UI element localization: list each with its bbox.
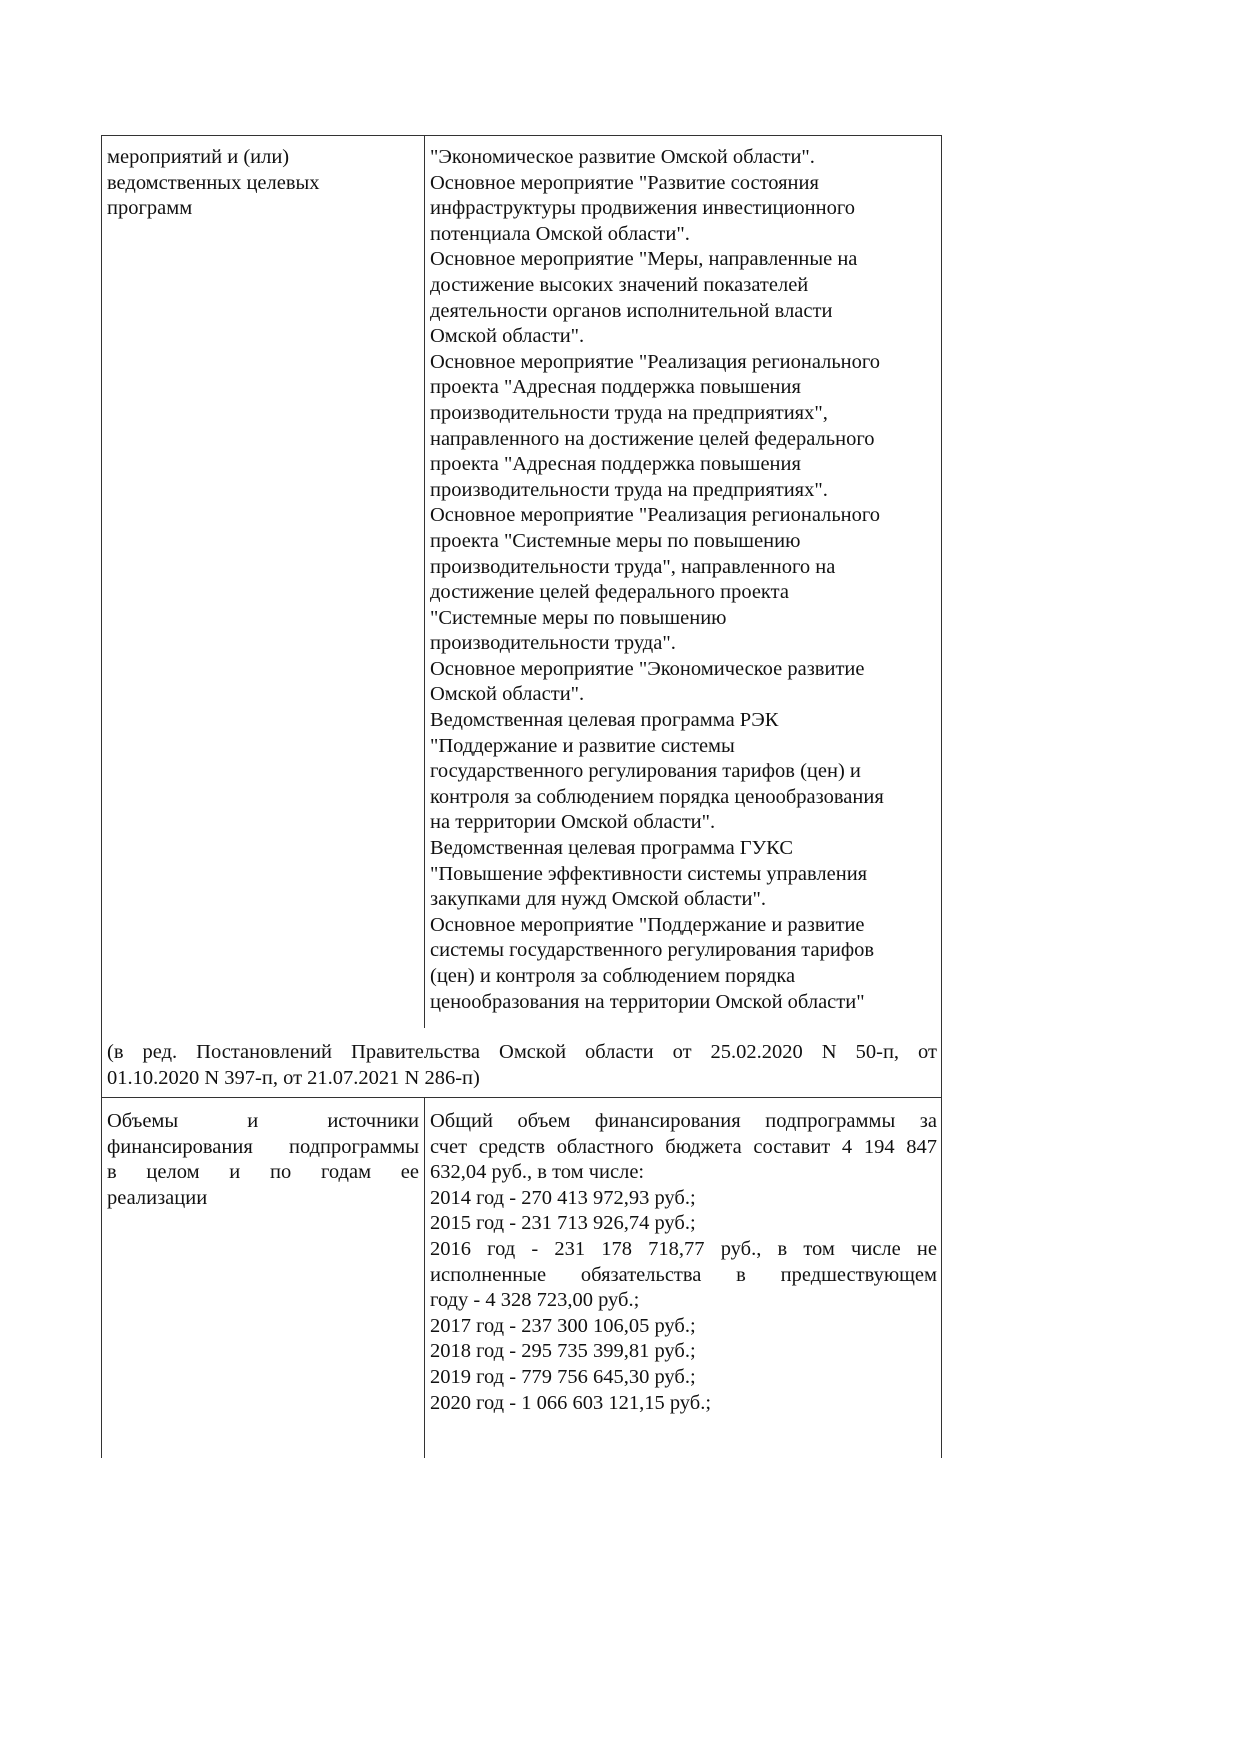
text-line: производительности труда на предприятиях",	[430, 401, 828, 424]
text-line: потенциала Омской области".	[430, 222, 690, 245]
text-line: (в ред. Постановлений Правительства Омской области от 25.02.2020 N 50-п, от	[107, 1041, 937, 1063]
text-line: государственного регулирования тарифов (цен) и	[430, 760, 861, 783]
column-divider-row2	[424, 1097, 425, 1458]
text-line: достижение целей федерального проекта	[430, 581, 789, 604]
text-line: контроля за соблюдением порядка ценообразования	[430, 785, 884, 808]
text-line: Общий объем финансирования подпрограммы за	[430, 1110, 937, 1132]
text-line: достижение высоких значений показателей	[430, 273, 809, 296]
text-line: реализации	[107, 1186, 208, 1209]
row1-left-cell	[107, 145, 419, 222]
text-line: "Повышение эффективности системы управления	[430, 862, 868, 885]
text-line: закупками для нужд Омской области".	[430, 888, 766, 911]
text-line: "Системные меры по повышению	[430, 606, 727, 629]
table-border-top	[101, 135, 942, 136]
text-line: 2017 год - 237 300 106,05 руб.;	[430, 1314, 696, 1337]
text-line: финансирования подпрограммы	[107, 1135, 419, 1158]
text-line: счет средств областного бюджета составит 4 194 847	[430, 1135, 937, 1158]
text-line: в целом и по годам ее	[107, 1161, 419, 1184]
text-line: направленного на достижение целей федерального	[430, 427, 875, 450]
amendment-note	[107, 1040, 937, 1091]
text-line: 2019 год - 779 756 645,30 руб.;	[430, 1365, 696, 1388]
text-line: исполненные обязательства в предшествующем	[430, 1263, 937, 1286]
text-line: Омской области".	[430, 325, 585, 348]
text-line: Основное мероприятие "Поддержание и развитие	[430, 913, 865, 936]
text-line: Омской области".	[430, 683, 585, 706]
text-line: году - 4 328 723,00 руб.;	[430, 1289, 640, 1312]
text-line: 2016 год - 231 178 718,77 руб., в том числе не	[430, 1237, 937, 1260]
text-line: Основное мероприятие "Реализация регионального	[430, 350, 881, 373]
text-line: проекта "Адресная поддержка повышения	[430, 453, 801, 476]
text-line: "Экономическое развитие Омской области".	[430, 146, 815, 168]
row2-left-cell	[107, 1109, 419, 1211]
text-line: деятельности органов исполнительной власти	[430, 299, 833, 322]
text-line: 2018 год - 295 735 399,81 руб.;	[430, 1340, 696, 1363]
row1-right-cell	[430, 145, 938, 1015]
text-line: производительности труда", направленного на	[430, 555, 836, 578]
text-line: производительности труда".	[430, 632, 676, 655]
table-border-left	[101, 135, 102, 1458]
row-separator	[101, 1097, 942, 1098]
text-line: Основное мероприятие "Реализация регионального	[430, 504, 881, 527]
text-line: инфраструктуры продвижения инвестиционного	[430, 197, 856, 220]
text-line: Основное мероприятие "Меры, направленные на	[430, 248, 858, 271]
text-line: ведомственных целевых	[107, 171, 320, 194]
text-line: ценообразования на территории Омской области"	[430, 990, 865, 1013]
text-line: системы государственного регулирования тарифов	[430, 939, 875, 962]
column-divider-row1	[424, 135, 425, 1028]
text-line: проекта "Адресная поддержка повышения	[430, 376, 801, 399]
text-line: Ведомственная целевая программа ГУКС	[430, 837, 793, 860]
text-line: 2015 год - 231 713 926,74 руб.;	[430, 1212, 696, 1235]
text-line: Объемы и источники	[107, 1110, 419, 1132]
text-line: Ведомственная целевая программа РЭК	[430, 709, 779, 732]
text-line: мероприятий и (или)	[107, 146, 290, 168]
text-line: программ	[107, 197, 193, 220]
text-line: Основное мероприятие "Развитие состояния	[430, 171, 819, 194]
text-line: "Поддержание и развитие системы	[430, 734, 735, 757]
text-line: Основное мероприятие "Экономическое развитие	[430, 657, 865, 680]
text-line: 2020 год - 1 066 603 121,15 руб.;	[430, 1391, 712, 1414]
text-line: 2014 год - 270 413 972,93 руб.;	[430, 1186, 696, 1209]
text-line: на территории Омской области".	[430, 811, 716, 834]
text-line: производительности труда на предприятиях".	[430, 478, 828, 501]
text-line: (цен) и контроля за соблюдением порядка	[430, 965, 796, 987]
table-border-right	[941, 135, 942, 1458]
row2-right-cell	[430, 1109, 937, 1416]
text-line: проекта "Системные меры по повышению	[430, 529, 801, 552]
text-line: 632,04 руб., в том числе:	[430, 1161, 645, 1184]
text-line: 01.10.2020 N 397-п, от 21.07.2021 N 286-п)	[107, 1066, 480, 1089]
